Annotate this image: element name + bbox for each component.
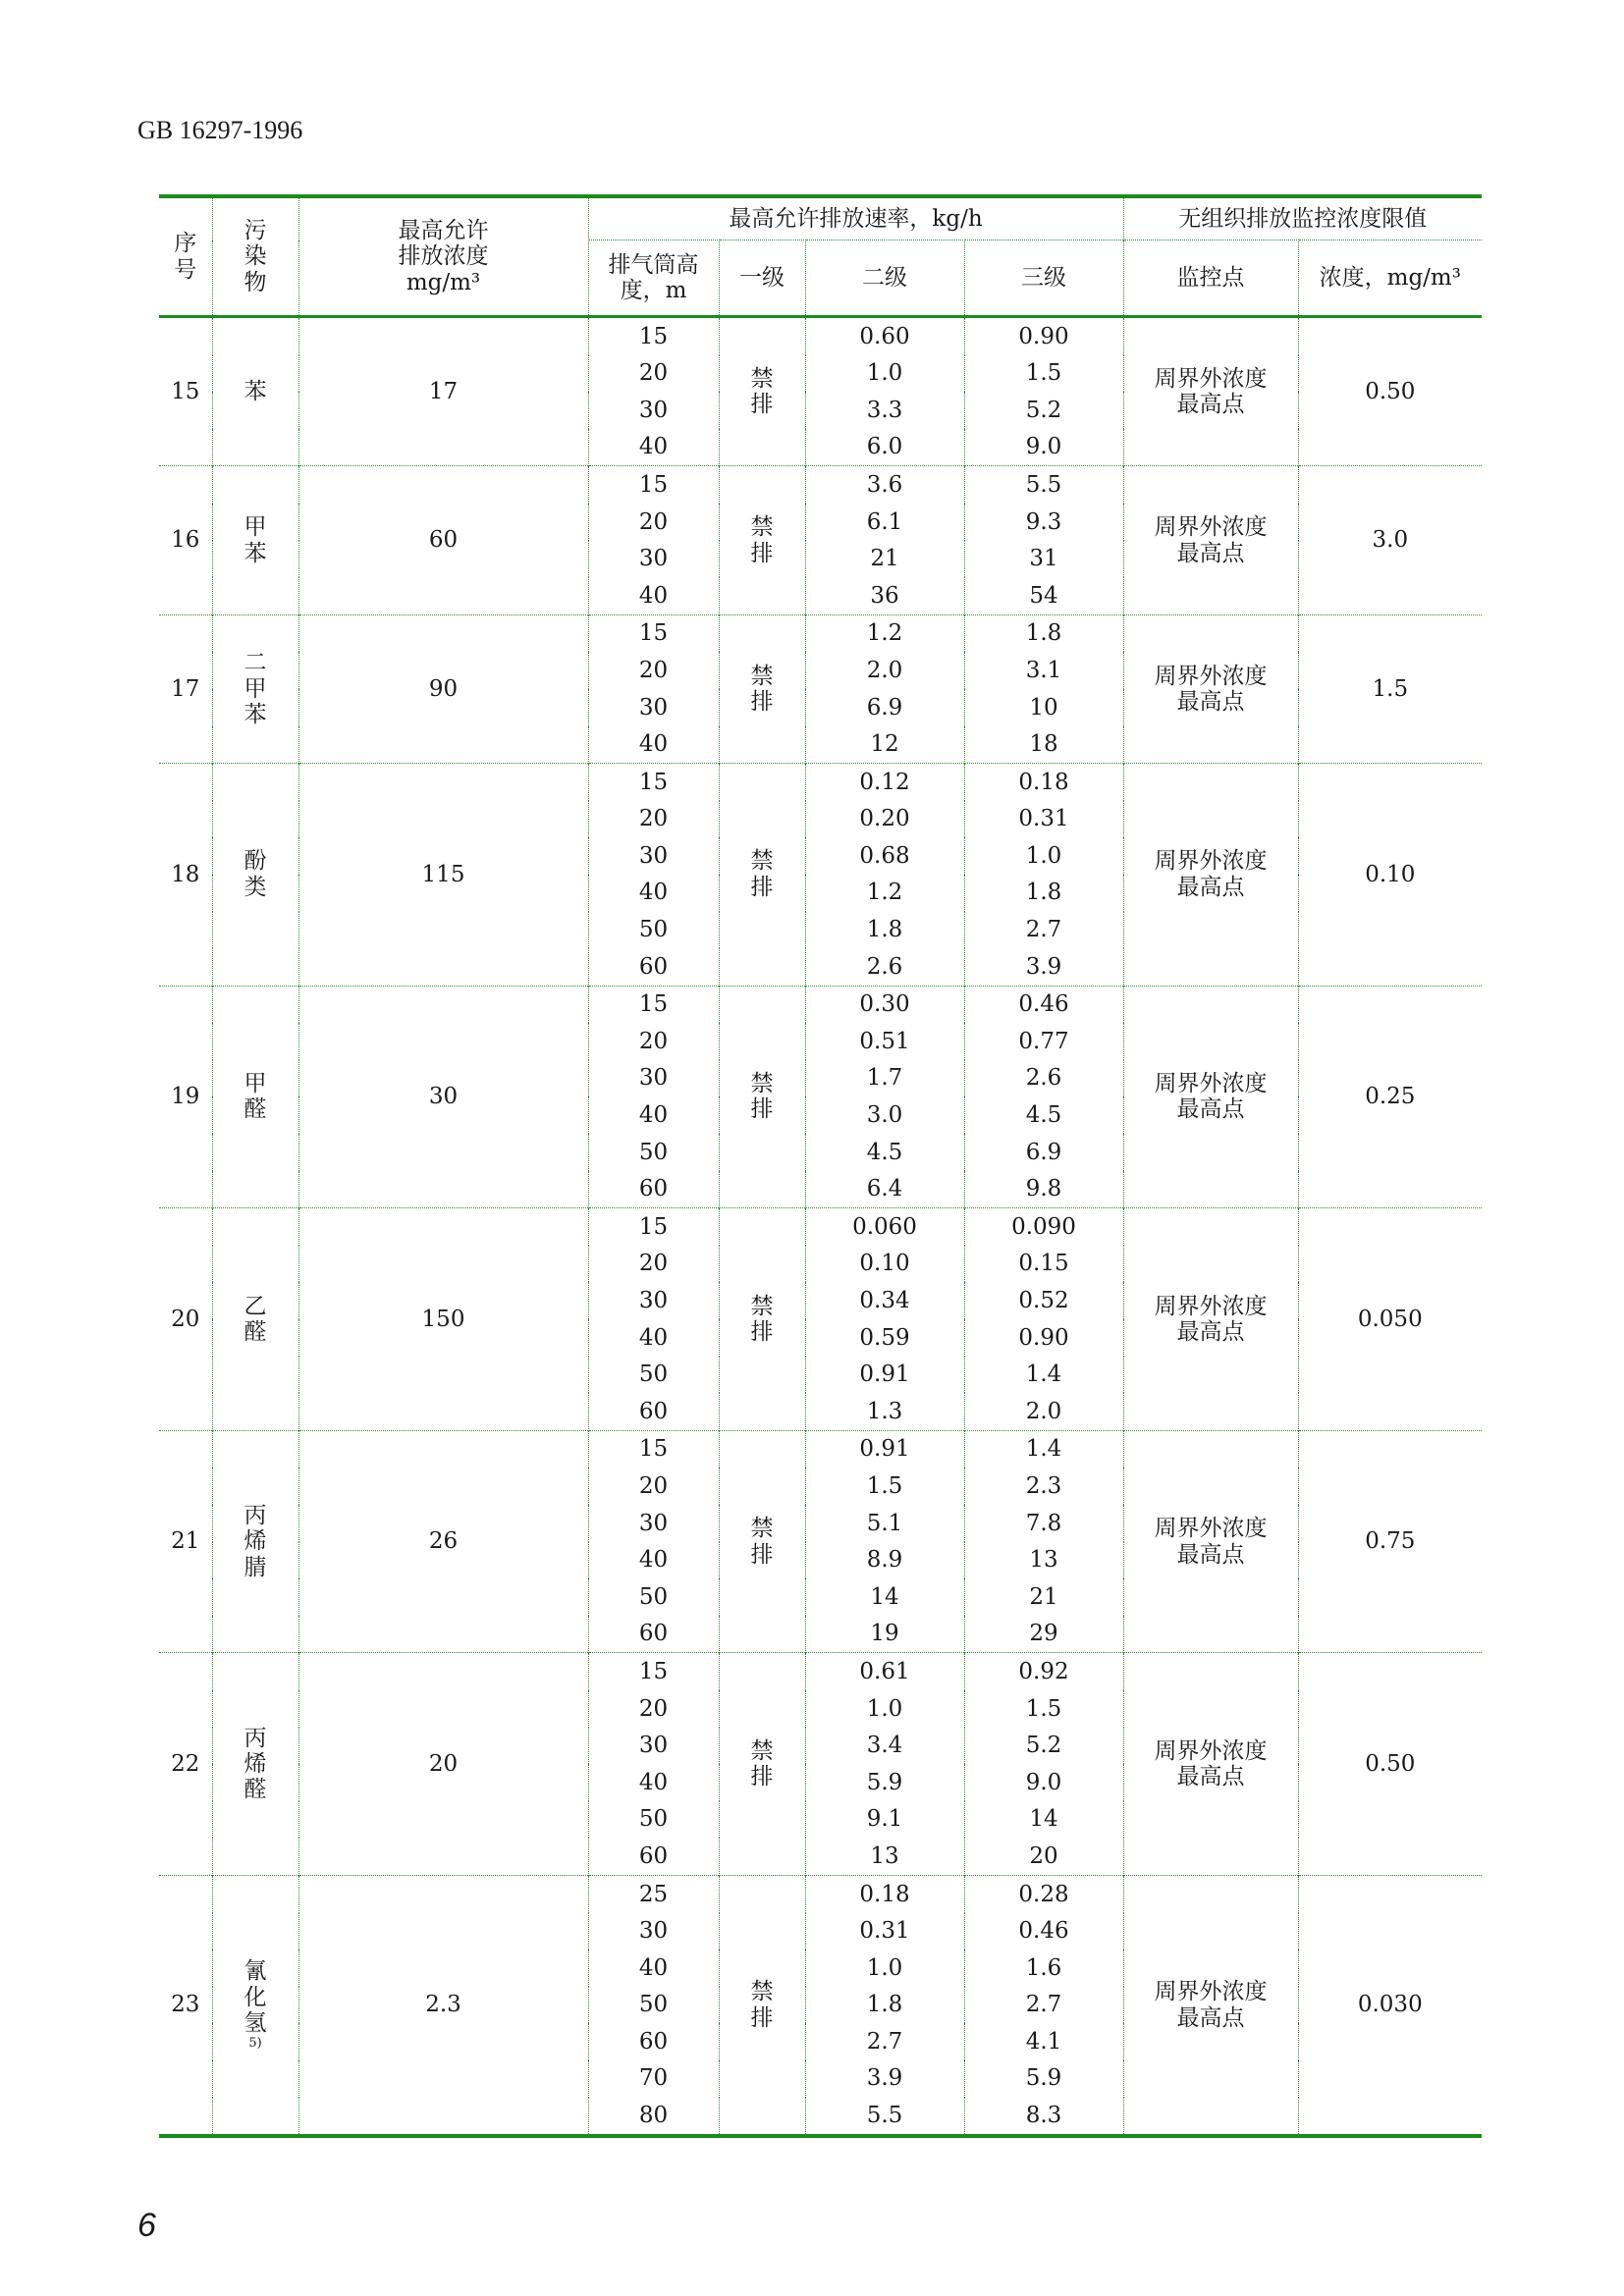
stack-height-value: 30 xyxy=(588,689,719,726)
level3-rate: 0.090 xyxy=(964,1208,1123,1246)
table-row xyxy=(159,466,1482,504)
row-seq: 19 xyxy=(159,986,212,1208)
stack-height-value: 20 xyxy=(588,1690,719,1728)
level2-rate: 8.9 xyxy=(805,1542,964,1579)
level2-rate: 6.1 xyxy=(805,504,964,541)
monitor-point-line: 最高点 xyxy=(1176,2004,1245,2031)
level2-rate: 0.51 xyxy=(805,1023,964,1060)
pollutant-name-line: 乙 xyxy=(244,1293,267,1319)
monitor-point xyxy=(1123,317,1298,466)
level3-rate: 1.4 xyxy=(964,1430,1123,1468)
fugitive-concentration: 0.10 xyxy=(1298,764,1482,987)
monitor-point xyxy=(1123,1208,1298,1431)
monitor-point-line: 最高点 xyxy=(1176,1764,1245,1790)
level2-rate: 0.31 xyxy=(805,1913,964,1950)
monitor-point xyxy=(1123,1430,1298,1653)
level2-rate: 14 xyxy=(805,1578,964,1616)
stack-height-value: 60 xyxy=(588,1171,719,1208)
level3-rate: 0.77 xyxy=(964,1023,1123,1060)
pollutant-name xyxy=(212,1208,298,1431)
level1-prohibited-line: 排 xyxy=(750,2004,774,2031)
level2-rate: 3.3 xyxy=(805,392,964,429)
table-row xyxy=(159,1208,1482,1246)
level1-prohibited-line: 排 xyxy=(750,1319,774,1346)
level1-prohibited xyxy=(719,764,805,987)
level2-rate: 0.68 xyxy=(805,837,964,875)
pollutant-name xyxy=(212,317,298,466)
level3-rate: 1.8 xyxy=(964,614,1123,652)
level3-rate: 14 xyxy=(964,1801,1123,1839)
stack-height-value: 30 xyxy=(588,1728,719,1765)
pollutant-name-line xyxy=(213,2010,298,2051)
stack-height-value: 25 xyxy=(588,1875,719,1912)
pollutant-name-line: 腈 xyxy=(244,1554,267,1580)
level1-prohibited xyxy=(719,317,805,466)
level3-rate: 54 xyxy=(964,577,1123,614)
level3-rate: 1.6 xyxy=(964,1949,1123,1987)
level2-rate: 1.7 xyxy=(805,1060,964,1097)
level2-rate: 3.4 xyxy=(805,1728,964,1765)
level3-rate: 1.5 xyxy=(964,1690,1123,1728)
level2-rate: 0.60 xyxy=(805,317,964,355)
monitor-point-line: 最高点 xyxy=(1176,1096,1245,1123)
level3-rate: 18 xyxy=(964,726,1123,764)
level3-rate: 2.6 xyxy=(964,1060,1123,1097)
level3-rate: 2.7 xyxy=(964,1987,1123,2024)
max-concentration: 20 xyxy=(298,1653,588,1876)
header-fugitive-concentration: 浓度，mg/m³ xyxy=(1298,240,1482,317)
level2-rate: 0.10 xyxy=(805,1246,964,1283)
level3-rate: 0.90 xyxy=(964,317,1123,355)
stack-height-value: 15 xyxy=(588,764,719,801)
stack-height-value: 20 xyxy=(588,1246,719,1283)
level3-rate: 29 xyxy=(964,1616,1123,1653)
row-seq: 20 xyxy=(159,1208,212,1431)
max-concentration: 30 xyxy=(298,986,588,1208)
level2-rate: 1.8 xyxy=(805,1987,964,2024)
monitor-point-line: 周界外浓度 xyxy=(1154,663,1268,689)
stack-height-value: 30 xyxy=(588,837,719,875)
level3-rate: 2.7 xyxy=(964,912,1123,949)
level3-rate: 1.4 xyxy=(964,1357,1123,1394)
level2-rate: 13 xyxy=(805,1838,964,1875)
header-stack-height: 排气筒高 度，m xyxy=(588,240,719,317)
pollutant-name-line: 醛 xyxy=(244,1319,267,1346)
fugitive-concentration: 0.030 xyxy=(1298,1875,1482,2136)
pollutant-name xyxy=(212,1430,298,1653)
pollutant-name-line: 甲 xyxy=(244,675,267,702)
level3-rate: 3.9 xyxy=(964,948,1123,986)
level2-rate: 0.20 xyxy=(805,801,964,838)
header-fugitive-limit: 无组织排放监控浓度限值 xyxy=(1123,196,1482,240)
stack-height-value: 40 xyxy=(588,1949,719,1987)
stack-height-value: 20 xyxy=(588,1023,719,1060)
pollutant-name-line: 苯 xyxy=(244,702,267,728)
pollutant-name-line: 烯 xyxy=(244,1750,267,1777)
level3-rate: 13 xyxy=(964,1542,1123,1579)
stack-height-value: 40 xyxy=(588,726,719,764)
level3-rate: 1.8 xyxy=(964,875,1123,912)
level2-rate: 1.5 xyxy=(805,1468,964,1505)
pollutant-name-line: 甲 xyxy=(244,514,267,541)
stack-height-value: 30 xyxy=(588,541,719,578)
pollutant-name-line: 丙 xyxy=(244,1725,267,1751)
stack-height-value: 15 xyxy=(588,466,719,504)
fugitive-concentration: 0.050 xyxy=(1298,1208,1482,1431)
monitor-point-line: 最高点 xyxy=(1176,1541,1245,1568)
header-monitor-point: 监控点 xyxy=(1123,240,1298,317)
level3-rate: 5.2 xyxy=(964,1728,1123,1765)
document-code-header: GB 16297-1996 xyxy=(137,116,303,144)
level2-rate: 0.91 xyxy=(805,1430,964,1468)
level3-rate: 2.3 xyxy=(964,1468,1123,1505)
level1-prohibited-line: 禁 xyxy=(750,663,774,689)
level3-rate: 0.90 xyxy=(964,1319,1123,1357)
pollutant-name xyxy=(212,466,298,614)
level1-prohibited xyxy=(719,1430,805,1653)
row-seq: 22 xyxy=(159,1653,212,1876)
level3-rate: 5.5 xyxy=(964,466,1123,504)
level1-prohibited-line: 禁 xyxy=(750,365,774,392)
monitor-point xyxy=(1123,986,1298,1208)
row-seq: 15 xyxy=(159,317,212,466)
level2-rate: 1.0 xyxy=(805,1690,964,1728)
pollutant-name-line: 苯 xyxy=(244,378,267,404)
footnote-marker: 5) xyxy=(248,2035,262,2051)
monitor-point-line: 周界外浓度 xyxy=(1154,1737,1268,1764)
stack-height-value: 40 xyxy=(588,1764,719,1801)
table-row xyxy=(159,317,1482,355)
level2-rate: 1.8 xyxy=(805,912,964,949)
max-concentration: 90 xyxy=(298,614,588,763)
fugitive-concentration: 3.0 xyxy=(1298,466,1482,614)
monitor-point xyxy=(1123,614,1298,763)
monitor-point-line: 周界外浓度 xyxy=(1154,848,1268,875)
level2-rate: 36 xyxy=(805,577,964,614)
stack-height-value: 30 xyxy=(588,1282,719,1319)
level3-rate: 0.92 xyxy=(964,1653,1123,1690)
table-row xyxy=(159,1430,1482,1468)
level2-rate: 6.4 xyxy=(805,1171,964,1208)
pollutant-name-line: 氢 xyxy=(244,2010,267,2037)
level2-rate: 6.0 xyxy=(805,429,964,466)
monitor-point-line: 周界外浓度 xyxy=(1154,1071,1268,1097)
level1-prohibited xyxy=(719,466,805,614)
fugitive-concentration: 1.5 xyxy=(1298,614,1482,763)
level2-rate: 12 xyxy=(805,726,964,764)
level3-rate: 0.46 xyxy=(964,986,1123,1023)
stack-height-value: 50 xyxy=(588,1987,719,2024)
level1-prohibited-line: 排 xyxy=(750,1541,774,1568)
monitor-point xyxy=(1123,1653,1298,1876)
monitor-point-line: 最高点 xyxy=(1176,1319,1245,1346)
monitor-point xyxy=(1123,1875,1298,2136)
max-concentration: 26 xyxy=(298,1430,588,1653)
emission-standards-table xyxy=(159,194,1482,2138)
table-row xyxy=(159,1875,1482,1912)
max-concentration: 150 xyxy=(298,1208,588,1431)
level2-rate: 1.0 xyxy=(805,1949,964,1987)
pollutant-name-line: 苯 xyxy=(244,540,267,566)
level2-rate: 0.91 xyxy=(805,1357,964,1394)
pollutant-name xyxy=(212,764,298,987)
pollutant-name xyxy=(212,986,298,1208)
monitor-point-line: 周界外浓度 xyxy=(1154,365,1268,392)
monitor-point-line: 最高点 xyxy=(1176,688,1245,715)
level1-prohibited-line: 排 xyxy=(750,1096,774,1123)
monitor-point-line: 周界外浓度 xyxy=(1154,514,1268,541)
pollutant-name-line: 氰 xyxy=(244,1958,267,1985)
level1-prohibited-line: 禁 xyxy=(750,848,774,875)
level1-prohibited-line: 排 xyxy=(750,688,774,715)
level3-rate: 8.3 xyxy=(964,2098,1123,2137)
monitor-point-line: 周界外浓度 xyxy=(1154,1979,1268,2005)
max-concentration: 2.3 xyxy=(298,1875,588,2136)
level3-rate: 1.5 xyxy=(964,355,1123,393)
stack-height-value: 15 xyxy=(588,1208,719,1246)
level2-rate: 1.2 xyxy=(805,875,964,912)
level2-rate: 0.18 xyxy=(805,1875,964,1912)
level2-rate: 21 xyxy=(805,541,964,578)
level3-rate: 10 xyxy=(964,689,1123,726)
header-level2: 二级 xyxy=(805,240,964,317)
stack-height-value: 15 xyxy=(588,614,719,652)
page-number: 6 xyxy=(137,2207,156,2244)
level2-rate: 0.12 xyxy=(805,764,964,801)
table-row xyxy=(159,986,1482,1023)
level2-rate: 2.7 xyxy=(805,2023,964,2060)
level3-rate: 0.52 xyxy=(964,1282,1123,1319)
stack-height-value: 15 xyxy=(588,1653,719,1690)
stack-height-value: 20 xyxy=(588,504,719,541)
pollutant-name-line: 甲 xyxy=(244,1071,267,1097)
level1-prohibited-line: 排 xyxy=(750,1764,774,1790)
stack-height-value: 50 xyxy=(588,912,719,949)
header-seq: 序 号 xyxy=(159,196,212,317)
table-row xyxy=(159,1653,1482,1690)
row-seq: 18 xyxy=(159,764,212,987)
level3-rate: 21 xyxy=(964,1578,1123,1616)
header-max-emission-rate: 最高允许排放速率，kg/h xyxy=(588,196,1123,240)
header-level1: 一级 xyxy=(719,240,805,317)
stack-height-value: 70 xyxy=(588,2060,719,2098)
level1-prohibited-line: 排 xyxy=(750,540,774,566)
fugitive-concentration: 0.25 xyxy=(1298,986,1482,1208)
header-pollutant: 污 染 物 xyxy=(212,196,298,317)
level2-rate: 19 xyxy=(805,1616,964,1653)
level1-prohibited-line: 排 xyxy=(750,874,774,900)
pollutant-name-line: 二 xyxy=(244,650,267,676)
max-concentration: 60 xyxy=(298,466,588,614)
level2-rate: 2.0 xyxy=(805,652,964,689)
header-max-concentration: 最高允许 排放浓度 mg/m³ xyxy=(298,196,588,317)
stack-height-value: 40 xyxy=(588,1319,719,1357)
pollutant-name xyxy=(212,614,298,763)
pollutant-name-line: 烯 xyxy=(244,1528,267,1555)
level1-prohibited-line: 禁 xyxy=(750,1979,774,2005)
stack-height-value: 50 xyxy=(588,1357,719,1394)
pollutant-name xyxy=(212,1653,298,1876)
stack-height-value: 30 xyxy=(588,1913,719,1950)
stack-height-value: 40 xyxy=(588,875,719,912)
level2-rate: 3.9 xyxy=(805,2060,964,2098)
max-concentration: 17 xyxy=(298,317,588,466)
fugitive-concentration: 0.50 xyxy=(1298,1653,1482,1876)
level3-rate: 0.18 xyxy=(964,764,1123,801)
row-seq: 17 xyxy=(159,614,212,763)
level2-rate: 5.5 xyxy=(805,2098,964,2137)
level2-rate: 0.61 xyxy=(805,1653,964,1690)
level3-rate: 9.3 xyxy=(964,504,1123,541)
level3-rate: 0.46 xyxy=(964,1913,1123,1950)
stack-height-value: 40 xyxy=(588,1542,719,1579)
level2-rate: 0.59 xyxy=(805,1319,964,1357)
monitor-point-line: 周界外浓度 xyxy=(1154,1293,1268,1319)
header-level3: 三级 xyxy=(964,240,1123,317)
level2-rate: 5.1 xyxy=(805,1505,964,1542)
level3-rate: 5.9 xyxy=(964,2060,1123,2098)
level3-rate: 7.8 xyxy=(964,1505,1123,1542)
level2-rate: 5.9 xyxy=(805,1764,964,1801)
monitor-point-line: 周界外浓度 xyxy=(1154,1516,1268,1542)
pollutant-name-line: 丙 xyxy=(244,1502,267,1528)
row-seq: 21 xyxy=(159,1430,212,1653)
level3-rate: 5.2 xyxy=(964,392,1123,429)
stack-height-value: 20 xyxy=(588,1468,719,1505)
pollutant-name xyxy=(212,1875,298,2136)
level2-rate: 0.060 xyxy=(805,1208,964,1246)
level3-rate: 3.1 xyxy=(964,652,1123,689)
level1-prohibited-line: 禁 xyxy=(750,514,774,541)
level2-rate: 9.1 xyxy=(805,1801,964,1839)
pollutant-name-line: 化 xyxy=(244,1984,267,2010)
stack-height-value: 20 xyxy=(588,801,719,838)
level2-rate: 2.6 xyxy=(805,948,964,986)
stack-height-value: 20 xyxy=(588,652,719,689)
stack-height-value: 40 xyxy=(588,577,719,614)
stack-height-value: 50 xyxy=(588,1578,719,1616)
stack-height-value: 60 xyxy=(588,1616,719,1653)
level2-rate: 3.0 xyxy=(805,1096,964,1134)
level3-rate: 4.5 xyxy=(964,1096,1123,1134)
level3-rate: 2.0 xyxy=(964,1393,1123,1430)
level2-rate: 0.30 xyxy=(805,986,964,1023)
level2-rate: 4.5 xyxy=(805,1134,964,1171)
stack-height-value: 15 xyxy=(588,317,719,355)
level3-rate: 9.8 xyxy=(964,1171,1123,1208)
level1-prohibited xyxy=(719,986,805,1208)
level1-prohibited xyxy=(719,1208,805,1431)
level3-rate: 6.9 xyxy=(964,1134,1123,1171)
max-concentration: 115 xyxy=(298,764,588,987)
pollutant-name-line: 醛 xyxy=(244,1777,267,1803)
table-row xyxy=(159,614,1482,652)
level1-prohibited xyxy=(719,1653,805,1876)
level2-rate: 0.34 xyxy=(805,1282,964,1319)
stack-height-value: 50 xyxy=(588,1801,719,1839)
level2-rate: 3.6 xyxy=(805,466,964,504)
stack-height-value: 30 xyxy=(588,1505,719,1542)
level3-rate: 31 xyxy=(964,541,1123,578)
level1-prohibited xyxy=(719,614,805,763)
stack-height-value: 60 xyxy=(588,1393,719,1430)
monitor-point-line: 最高点 xyxy=(1176,540,1245,566)
level2-rate: 1.2 xyxy=(805,614,964,652)
pollutant-name-line: 类 xyxy=(244,874,267,900)
row-seq: 23 xyxy=(159,1875,212,2136)
stack-height-value: 20 xyxy=(588,355,719,393)
level1-prohibited-line: 禁 xyxy=(750,1737,774,1764)
monitor-point-line: 最高点 xyxy=(1176,392,1245,418)
level3-rate: 9.0 xyxy=(964,429,1123,466)
level3-rate: 20 xyxy=(964,1838,1123,1875)
level2-rate: 6.9 xyxy=(805,689,964,726)
fugitive-concentration: 0.50 xyxy=(1298,317,1482,466)
pollutant-name-line: 酚 xyxy=(244,848,267,875)
level2-rate: 1.0 xyxy=(805,355,964,393)
stack-height-value: 60 xyxy=(588,1838,719,1875)
level3-rate: 0.15 xyxy=(964,1246,1123,1283)
stack-height-value: 15 xyxy=(588,1430,719,1468)
level2-rate: 1.3 xyxy=(805,1393,964,1430)
level1-prohibited-line: 禁 xyxy=(750,1071,774,1097)
level3-rate: 1.0 xyxy=(964,837,1123,875)
level3-rate: 4.1 xyxy=(964,2023,1123,2060)
stack-height-value: 40 xyxy=(588,1096,719,1134)
stack-height-value: 40 xyxy=(588,429,719,466)
table-row xyxy=(159,764,1482,801)
stack-height-value: 15 xyxy=(588,986,719,1023)
stack-height-value: 30 xyxy=(588,1060,719,1097)
level3-rate: 0.31 xyxy=(964,801,1123,838)
stack-height-value: 60 xyxy=(588,948,719,986)
level3-rate: 0.28 xyxy=(964,1875,1123,1912)
level1-prohibited-line: 禁 xyxy=(750,1516,774,1542)
level1-prohibited-line: 排 xyxy=(750,392,774,418)
monitor-point-line: 最高点 xyxy=(1176,874,1245,900)
monitor-point xyxy=(1123,764,1298,987)
pollutant-name-line: 醛 xyxy=(244,1096,267,1123)
stack-height-value: 30 xyxy=(588,392,719,429)
level3-rate: 9.0 xyxy=(964,1764,1123,1801)
level1-prohibited-line: 禁 xyxy=(750,1293,774,1319)
stack-height-value: 60 xyxy=(588,2023,719,2060)
row-seq: 16 xyxy=(159,466,212,614)
stack-height-value: 50 xyxy=(588,1134,719,1171)
fugitive-concentration: 0.75 xyxy=(1298,1430,1482,1653)
level1-prohibited xyxy=(719,1875,805,2136)
stack-height-value: 80 xyxy=(588,2098,719,2137)
monitor-point xyxy=(1123,466,1298,614)
